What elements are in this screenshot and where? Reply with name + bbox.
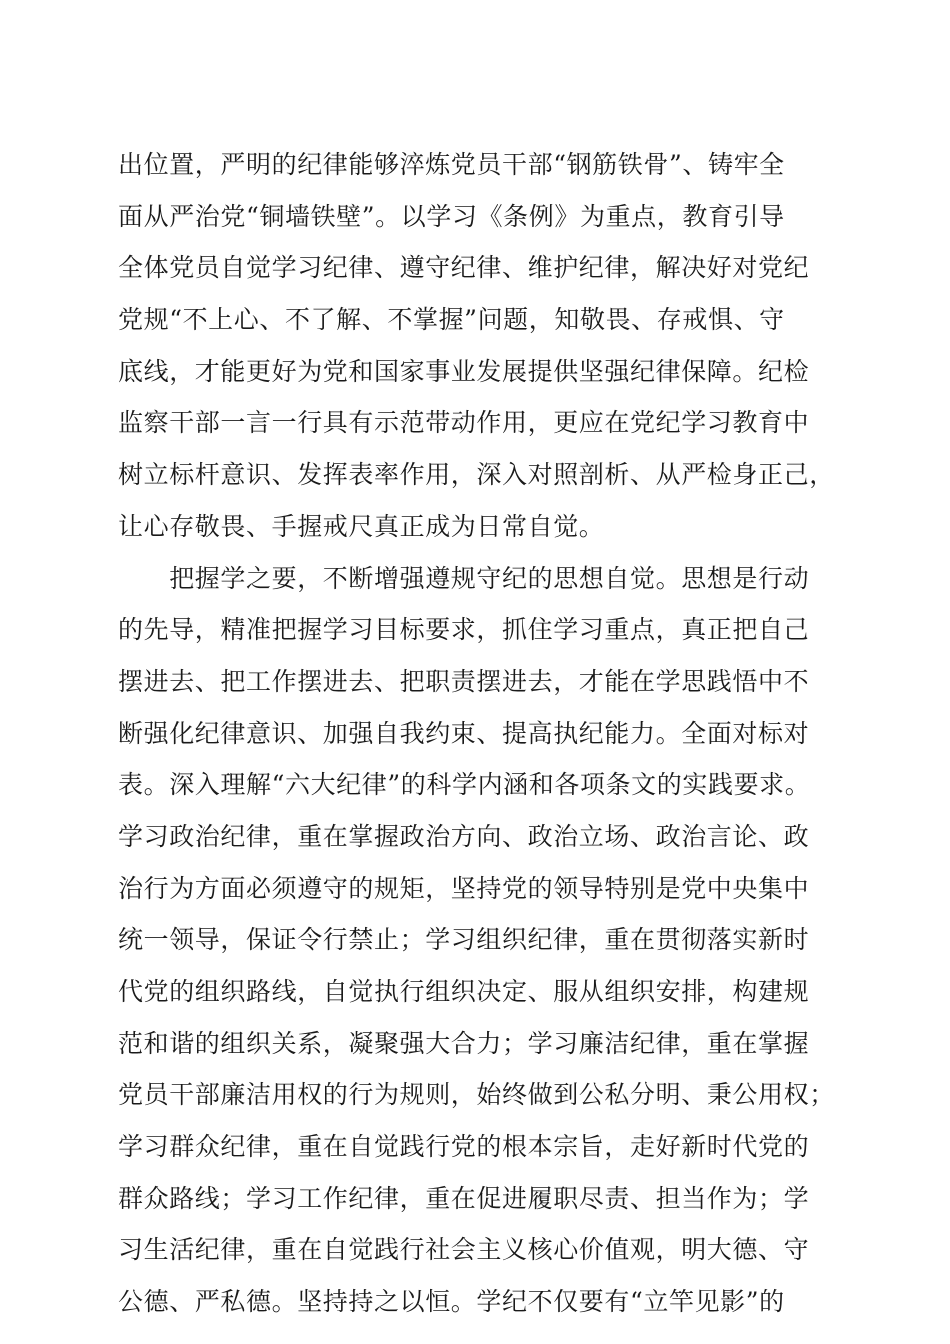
- text-line-3: 全体党员自觉学习纪律、遵守纪律、维护纪律，解决好对党纪: [118, 253, 810, 283]
- text-line-7: 树立标杆意识、发挥表率作用，深入对照剖析、从严检身正己，: [118, 460, 835, 490]
- text-line-15: 治行为方面必须遵守的规矩，坚持党的领导特别是党中央集中: [118, 873, 810, 903]
- text-line-17: 代党的组织路线，自觉执行组织决定、服从组织安排，构建规: [118, 977, 810, 1006]
- text-line-19: 党员干部廉洁用权的行为规则，始终做到公私分明、秉公用权；: [118, 1080, 835, 1110]
- text-line-10: 的先导，精准把握学习目标要求，抓住学习重点，真正把自己: [118, 615, 810, 645]
- text-line-23: 公德、严私德。坚持持之以恒。学纪不仅要有“立竿见影”的: [118, 1287, 785, 1317]
- text-line-12: 断强化纪律意识、加强自我约束、提高执纪能力。全面对标对: [118, 718, 810, 748]
- text-line-14: 学习政治纪律，重在掌握政治方向、政治立场、政治言论、政: [118, 821, 810, 851]
- text-line-9: 把握学之要，不断增强遵规守纪的思想自觉。思想是行动: [118, 563, 810, 593]
- text-line-6: 监察干部一言一行具有示范带动作用，更应在党纪学习教育中: [118, 408, 810, 438]
- text-line-21: 群众路线；学习工作纪律，重在促进履职尽责、担当作为；学: [118, 1183, 810, 1213]
- text-line-2: 面从严治党“铜墙铁壁”。以学习《条例》为重点，教育引导: [118, 201, 785, 231]
- text-line-13: 表。深入理解“六大纪律”的科学内涵和各项条文的实践要求。: [118, 770, 811, 800]
- text-line-8: 让心存敬畏、手握戒尺真正成为日常自觉。: [118, 511, 605, 541]
- text-line-11: 摆进去、把工作摆进去、把职责摆进去，才能在学思践悟中不: [118, 666, 810, 696]
- text-line-20: 学习群众纪律，重在自觉践行党的根本宗旨，走好新时代党的: [118, 1132, 810, 1162]
- text-line-22: 习生活纪律，重在自觉践行社会主义核心价值观，明大德、守: [118, 1235, 810, 1265]
- body-text: [118, 139, 838, 1328]
- text-line-4: 党规“不上心、不了解、不掌握”问题，知敬畏、存戒惧、守: [118, 305, 785, 335]
- text-line-5: 底线，才能更好为党和国家事业发展提供坚强纪律保障。纪检: [118, 356, 810, 386]
- text-line-16: 统一领导，保证令行禁止；学习组织纪律，重在贯彻落实新时: [118, 925, 810, 955]
- text-line-18: 范和谐的组织关系，凝聚强大合力；学习廉洁纪律，重在掌握: [118, 1028, 810, 1058]
- text-line-1: 出位置，严明的纪律能够淬炼党员干部“钢筋铁骨”、铸牢全: [118, 150, 785, 179]
